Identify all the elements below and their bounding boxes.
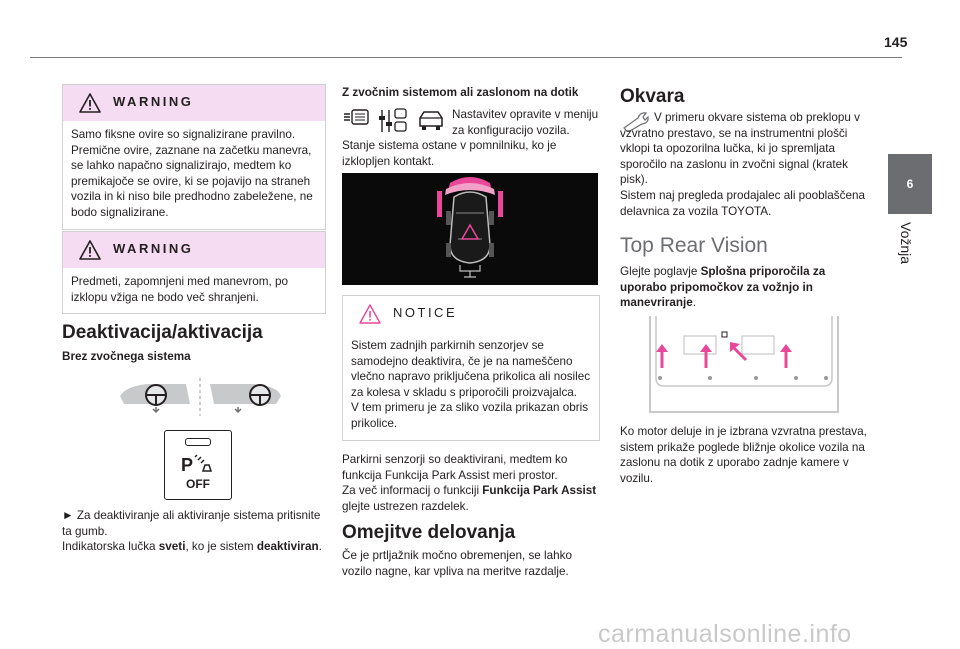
settings-sliders-icon [379,109,406,132]
camera-arrows [656,342,792,368]
notice-box [342,295,600,441]
warning-title: WARNING [113,94,194,109]
indicator-text: Indikatorska lučka sveti, ko je sistem deaktiviran. [62,540,322,554]
chapter-tab[interactable]: 6 [888,154,932,214]
page-number: 145 [884,34,908,50]
warning-header-2 [63,232,325,268]
section-heading: Okvara [620,86,685,107]
section-heading: Deaktivacija/aktivacija [62,322,263,343]
svg-text:P: P [181,455,194,475]
notice-title: NOTICE [393,305,458,320]
subheading: Z zvočnim sistemom ali zaslonom na dotik [342,86,579,99]
vehicle-icon [420,112,442,130]
park-sensor-off-button[interactable] [164,430,232,500]
subheading: Brez zvočnega sistema [62,350,191,363]
dashboard-location-illustration [118,374,283,419]
notice-triangle-icon [359,304,381,324]
notice-text: Sistem zadnjih parkirnih senzorjev se samodejno deaktivira, če je na nameščeno vlečno napravo priključena prikolica ali nosilec za kolesa v skladu s priporočili proizvajalca. V tem primeru je za sliko vozila prikazan obris prikolice. [351,339,591,430]
instruction-text [62,508,324,555]
section-heading-grey: Top Rear Vision [620,234,768,257]
chapter-label-wrap [892,222,916,292]
warning-text: Samo fiksne ovire so signalizirane pravilno. Premične ovire, zaznane na začetku manevra, se lahko napačno signalizirajo, medtem ko premikajoče se ovire, ki se pojavijo na straneh vozila in ki niso bile predhodno zabeležene, ne bodo signalizirane. [71,128,313,219]
park-sensor-icon [181,451,215,475]
warning-box-1 [62,84,326,230]
warning-triangle-icon [79,93,101,113]
parking-sensor-display-image [342,173,598,285]
warning-text: Predmeti, zapomnjeni med manevrom, po izklopu vžiga ne bodo več shranjeni. [71,275,288,304]
fault-text: V primeru okvare sistema ob preklopu v vzvratno prestavo, se na instrumentni plošči vklopi ta opozorilna lučka, ki jo spremljata sporočilo na zaslonu in zvočni signal (kratek pisk). Sistem naj pregleda prodajalec ali pooblaščena delavnica za vozila TOYOTA. [620,111,865,218]
off-label: OFF [186,477,210,491]
warning-box-2 [62,231,326,314]
header-rule [30,57,902,58]
warning-triangle-icon [79,240,101,260]
state-text: Stanje sistema ostane v pomnilniku, ko je izklopljen kontakt. [342,139,557,168]
indicator-led [185,438,211,446]
vehicle-top-view-illustration [342,173,598,285]
config-menu-icons [342,106,446,136]
menu-icon [344,110,368,124]
warning-title: WARNING [113,241,194,256]
park-assist-text: Parkirni senzorji so deaktivirani, medtem ko funkcija Funkcija Park Assist meri prostor. Za več informacij o funkciji Funkcija Park Assist glejte ustrezen razdelek. [342,453,597,513]
chapter-label: Vožnja [898,222,914,265]
footer-watermark: carmanualsonline.info [598,620,852,648]
limits-text: Če je prtljažnik močno obremenjen, se lahko vozilo nagne, kar vpliva na meritve razdalje. [342,549,572,578]
section-heading: Omejitve delovanja [342,522,516,543]
camera-text: Ko motor deluje in je izbrana vzvratna prestava, sistem prikaže poglede bližnje okolice vozila na zaslonu na dotik z uporabo zadnje kamere v vozilu. [620,425,867,485]
instruction: ► Za deaktiviranje ali aktiviranje sistema pritisnite ta gumb. [62,509,321,538]
see-chapter-text: Glejte poglavje Splošna priporočila za uporabo pripomočkov za vožnjo in manevriranje. [620,265,826,310]
notice-header [343,296,599,332]
warning-header-1 [63,85,325,121]
config-text: Nastavitev opravite v meniju za konfiguracijo vozila. [452,108,599,137]
rear-camera-illustration [646,316,842,416]
